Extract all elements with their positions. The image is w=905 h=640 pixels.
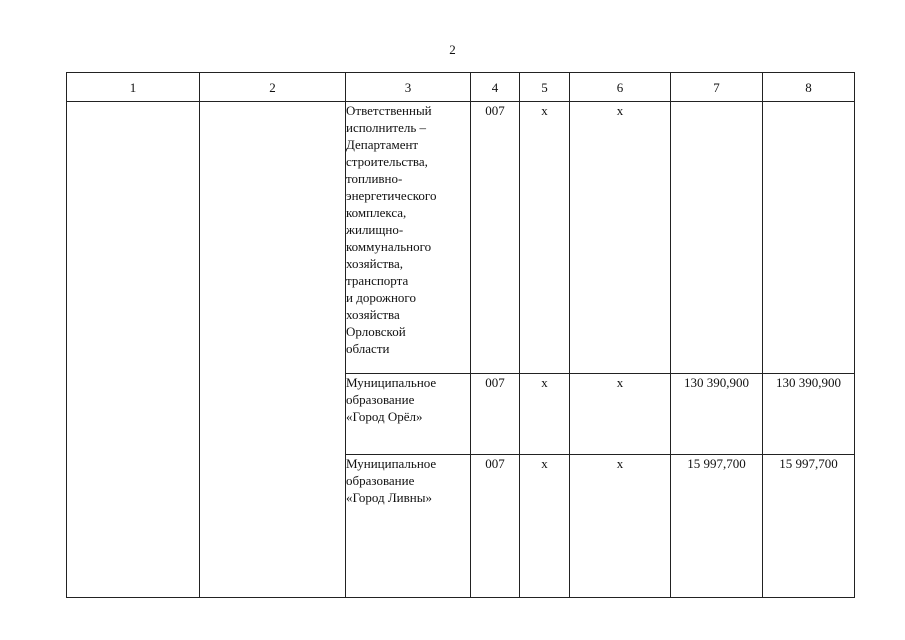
name-line: образование [346,473,415,488]
name-line: Муниципальное [346,375,437,390]
header-col-6: 6 [570,73,671,102]
name-line: «Город Ливны» [346,490,432,505]
name-line: Департамент [346,137,419,152]
header-row [67,73,855,102]
header-col-7: 7 [671,73,763,102]
cell-municipality-name [346,455,471,598]
cell-code: 007 [471,102,520,374]
name-line: Орловской [346,324,406,339]
cell-col-6: х [570,455,671,598]
cell-code: 007 [471,374,520,455]
cell-col-5: х [520,374,570,455]
page-number: 2 [449,42,456,57]
name-line: жилищно- [346,222,404,237]
name-line: топливно- [346,171,403,186]
name-line: и дорожного [346,290,416,305]
cell-col-7: 130 390,900 [671,374,763,455]
name-line: транспорта [346,273,409,288]
name-line: «Город Орёл» [346,409,423,424]
name-line: хозяйства, [346,256,404,271]
cell-executor-name [346,102,471,374]
cell-municipality-name [346,374,471,455]
header-col-5: 5 [520,73,570,102]
cell-col-8: 15 997,700 [763,455,855,598]
header-col-1: 1 [67,73,200,102]
table-row [67,102,855,374]
cell-col-5: х [520,455,570,598]
name-line: энергетического [346,188,437,203]
header-col-4: 4 [471,73,520,102]
header-col-8: 8 [763,73,855,102]
name-line: исполнитель – [346,120,427,135]
cell-col-6: х [570,102,671,374]
name-line: Ответственный [346,103,432,118]
name-line: коммунального [346,239,432,254]
cell-col-7 [671,102,763,374]
name-line: Муниципальное [346,456,437,471]
name-line: строительства, [346,154,428,169]
header-col-2: 2 [200,73,346,102]
cell-code: 007 [471,455,520,598]
cell-col-8 [763,102,855,374]
cell-col-1-merged [67,102,200,598]
name-line: образование [346,392,415,407]
cell-col-2-merged [200,102,346,598]
budget-table [66,72,855,598]
cell-col-6: х [570,374,671,455]
cell-col-8: 130 390,900 [763,374,855,455]
cell-col-7: 15 997,700 [671,455,763,598]
name-line: области [346,341,390,356]
name-line: хозяйства [346,307,400,322]
cell-col-5: х [520,102,570,374]
header-col-3: 3 [346,73,471,102]
name-line: комплекса, [346,205,407,220]
